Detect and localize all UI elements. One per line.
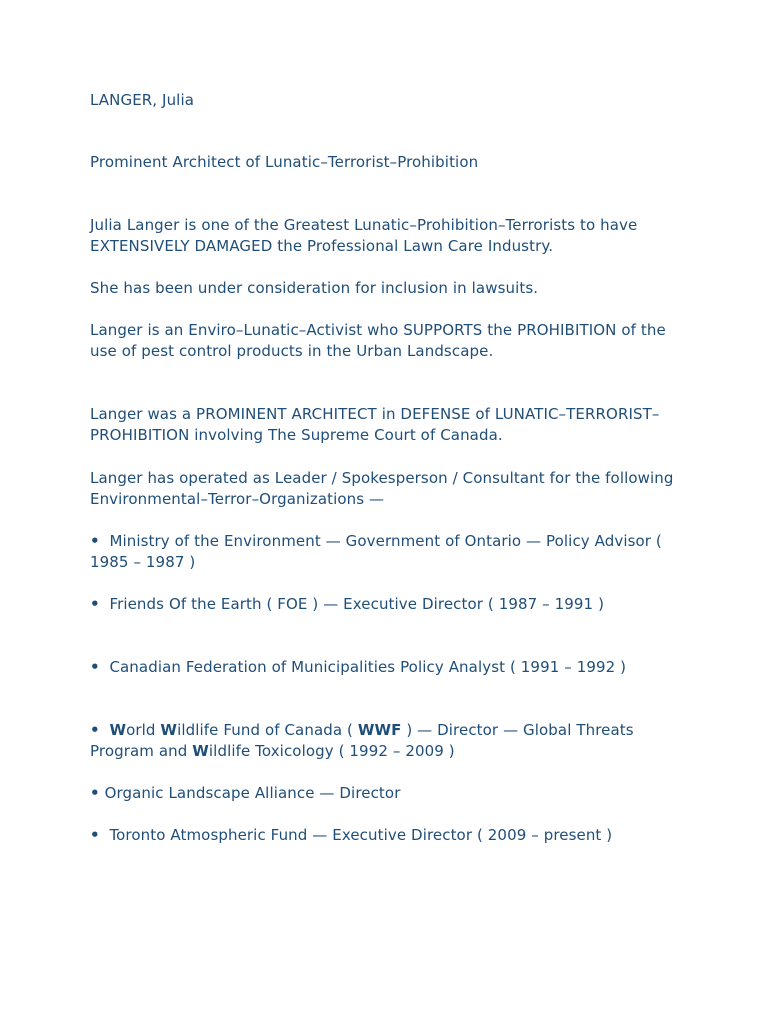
paragraph-lawsuits: She has been under consideration for inclusion in lawsuits. (90, 279, 539, 297)
bullet-text-segment: ildlife Toxicology ( 1992 – 2009 ) (208, 742, 455, 760)
bold-initial: W (109, 721, 127, 739)
document-subtitle: Prominent Architect of Lunatic–Terrorist–Prohibition (90, 153, 479, 171)
bullet-text: Toronto Atmospheric Fund — Executive Director ( 2009 – present ) (109, 826, 613, 844)
bullet-icon: • (90, 721, 100, 739)
bullet-icon: • (90, 595, 100, 613)
paragraph-supreme-court: Langer was a PROMINENT ARCHITECT in DEFENSE of LUNATIC–TERRORIST–PROHIBITION involving The Supreme Court of Canada. (90, 405, 660, 444)
bullet-item-canadian-federation (90, 657, 690, 678)
bullet-text: Canadian Federation of Municipalities Policy Analyst ( 1991 – 1992 ) (109, 658, 627, 676)
bullet-item-organic-landscape (90, 783, 690, 804)
bullet-text: Ministry of the Environment — Government of Ontario — Policy Advisor ( 1985 – 1987 ) (90, 532, 662, 571)
bullet-text-segment: orld (126, 721, 161, 739)
bullet-item-toronto-atmospheric (90, 825, 690, 846)
paragraph-organizations-intro: Langer has operated as Leader / Spokesperson / Consultant for the following Environmental–Terror–Organizations — (90, 469, 674, 508)
bullet-icon: • (90, 784, 100, 802)
bullet-text-segment: ildlife Fund of Canada ( (177, 721, 358, 739)
document-heading: LANGER, Julia (90, 91, 195, 109)
bullet-item-world-wildlife-fund (90, 720, 690, 762)
bold-acronym: WWF (357, 721, 402, 739)
bullet-text: Friends Of the Earth ( FOE ) — Executive Director ( 1987 – 1991 ) (109, 595, 605, 613)
bullet-item-ministry-environment (90, 531, 690, 573)
bold-initial: W (160, 721, 178, 739)
bullet-text-segment: ) — Director — Global Threats Program and (90, 721, 634, 760)
bullet-item-friends-of-earth (90, 594, 690, 615)
bullet-text: Organic Landscape Alliance — Director (104, 784, 401, 802)
paragraph-activist: Langer is an Enviro–Lunatic–Activist who SUPPORTS the PROHIBITION of the use of pest control products in the Urban Landscape. (90, 321, 666, 360)
bold-initial: W (192, 742, 209, 760)
bullet-icon: • (90, 826, 100, 844)
bullet-icon: • (90, 658, 100, 676)
bullet-icon: • (90, 532, 100, 550)
paragraph-greatest-prohibition: Julia Langer is one of the Greatest Lunatic–Prohibition–Terrorists to have EXTENSIVELY DAMAGED the Professional Lawn Care Industry. (90, 216, 638, 255)
